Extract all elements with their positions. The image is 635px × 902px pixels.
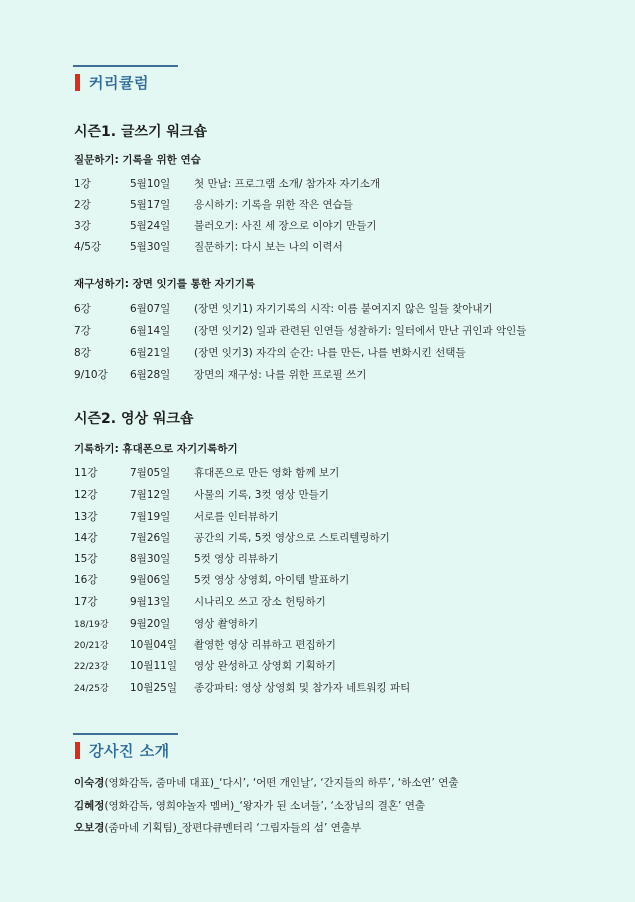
header-rule (73, 733, 178, 735)
header-accent-bar (75, 742, 80, 759)
session-date: 10월11일 (130, 660, 178, 672)
session-date: 6월07일 (130, 303, 171, 315)
session-date: 7월26일 (130, 532, 171, 544)
session-number: 17강 (74, 596, 98, 608)
session-number: 3강 (74, 220, 91, 232)
session-number: 24/25강 (74, 684, 109, 694)
session-description: 불러오기: 사진 세 장으로 이야기 만들기 (194, 220, 377, 232)
session-description: 5컷 영상 상영회, 아이템 발표하기 (194, 574, 350, 586)
session-date: 9월20일 (130, 618, 171, 630)
session-number: 4/5강 (74, 241, 102, 253)
session-description: 영상 완성하고 상영회 기획하기 (194, 660, 336, 672)
instructor-name: 김혜정 (74, 800, 105, 812)
header-accent-bar (75, 74, 80, 91)
session-description: 서로를 인터뷰하기 (194, 511, 279, 523)
session-number: 12강 (74, 489, 98, 501)
session-description: 사물의 기록, 3컷 영상 만들기 (194, 489, 329, 501)
session-description: (장면 잇기2) 일과 관련된 인연들 성찰하기: 일터에서 만난 귀인과 악인들 (194, 325, 527, 337)
session-number: 2강 (74, 199, 91, 211)
session-date: 10월25일 (130, 682, 178, 694)
session-date: 9월06일 (130, 574, 171, 586)
session-description: 시나리오 쓰고 장소 헌팅하기 (194, 596, 326, 608)
session-date: 6월28일 (130, 369, 171, 381)
session-description: 영상 촬영하기 (194, 618, 259, 630)
instructor-detail: (줌마네 기획팀)_장편다큐멘터리 ‘그림자들의 섬’ 연출부 (104, 822, 362, 834)
session-date: 7월12일 (130, 489, 171, 501)
instructor-detail: (영화감독, 영희야놀자 멤버)_‘왕자가 된 소녀들’, ‘소장님의 결혼’ 연출 (104, 800, 425, 812)
session-number: 16강 (74, 574, 98, 586)
session-description: 촬영한 영상 리뷰하고 편집하기 (194, 639, 336, 651)
session-description: 공간의 기록, 5컷 영상으로 스토리텔링하기 (194, 532, 390, 544)
session-number: 14강 (74, 532, 98, 544)
curriculum-heading: 커리큘럼 (89, 74, 149, 92)
instructor-name: 오보경 (74, 822, 105, 834)
session-description: (장면 잇기3) 자각의 순간: 나를 만든, 나를 변화시킨 선택들 (194, 347, 466, 359)
header-rule (73, 65, 178, 67)
session-date: 9월13일 (130, 596, 171, 608)
session-date: 5월17일 (130, 199, 171, 211)
instructor-name: 이숙경 (74, 777, 105, 789)
session-date: 7월19일 (130, 511, 171, 523)
session-number: 6강 (74, 303, 91, 315)
session-date: 5월24일 (130, 220, 171, 232)
session-date: 5월30일 (130, 241, 171, 253)
session-description: 첫 만남: 프로그램 소개/ 참가자 자기소개 (194, 178, 381, 190)
session-number: 11강 (74, 467, 98, 479)
season-1-group-1-heading: 질문하기: 기록을 위한 연습 (74, 154, 201, 166)
session-date: 8월30일 (130, 553, 171, 565)
season-2-title: 시즌2. 영상 워크숍 (74, 411, 194, 427)
session-description: (장면 잇기1) 자기기록의 시작: 이름 붙여지지 않은 일들 찾아내기 (194, 303, 493, 315)
session-description: 응시하기: 기록을 위한 작은 연습들 (194, 199, 353, 211)
session-date: 7월05일 (130, 467, 171, 479)
session-description: 휴대폰으로 만든 영화 함께 보기 (194, 467, 340, 479)
session-number: 8강 (74, 347, 91, 359)
session-date: 10월04일 (130, 639, 178, 651)
session-description: 종강파티: 영상 상영회 및 참가자 네트워킹 파티 (194, 682, 411, 694)
session-description: 5컷 영상 리뷰하기 (194, 553, 279, 565)
session-number: 1강 (74, 178, 91, 190)
instructor-bio (74, 820, 361, 835)
session-number: 9/10강 (74, 369, 108, 381)
instructor-bio (74, 798, 425, 813)
session-number: 7강 (74, 325, 91, 337)
season-1-group-2-heading: 재구성하기: 장면 잇기를 통한 자기기록 (74, 278, 256, 290)
session-number: 13강 (74, 511, 98, 523)
session-number: 18/19강 (74, 620, 109, 630)
session-number: 20/21강 (74, 641, 109, 651)
season-2-group-1-heading: 기록하기: 휴대폰으로 자기기록하기 (74, 443, 238, 455)
session-date: 6월14일 (130, 325, 171, 337)
session-number: 15강 (74, 553, 98, 565)
session-description: 장면의 재구성: 나를 위한 프로필 쓰기 (194, 369, 367, 381)
instructors-heading: 강사진 소개 (89, 742, 170, 760)
instructor-bio (74, 775, 459, 790)
season-1-title: 시즌1. 글쓰기 워크숍 (74, 124, 207, 140)
session-date: 5월10일 (130, 178, 171, 190)
instructor-detail: (영화감독, 줌마네 대표)_‘다시’, ‘어떤 개인날’, ‘간지들의 하루’, ‘하소연’ 연출 (104, 777, 459, 789)
session-number: 22/23강 (74, 662, 109, 672)
session-description: 질문하기: 다시 보는 나의 이력서 (194, 241, 343, 253)
session-date: 6월21일 (130, 347, 171, 359)
